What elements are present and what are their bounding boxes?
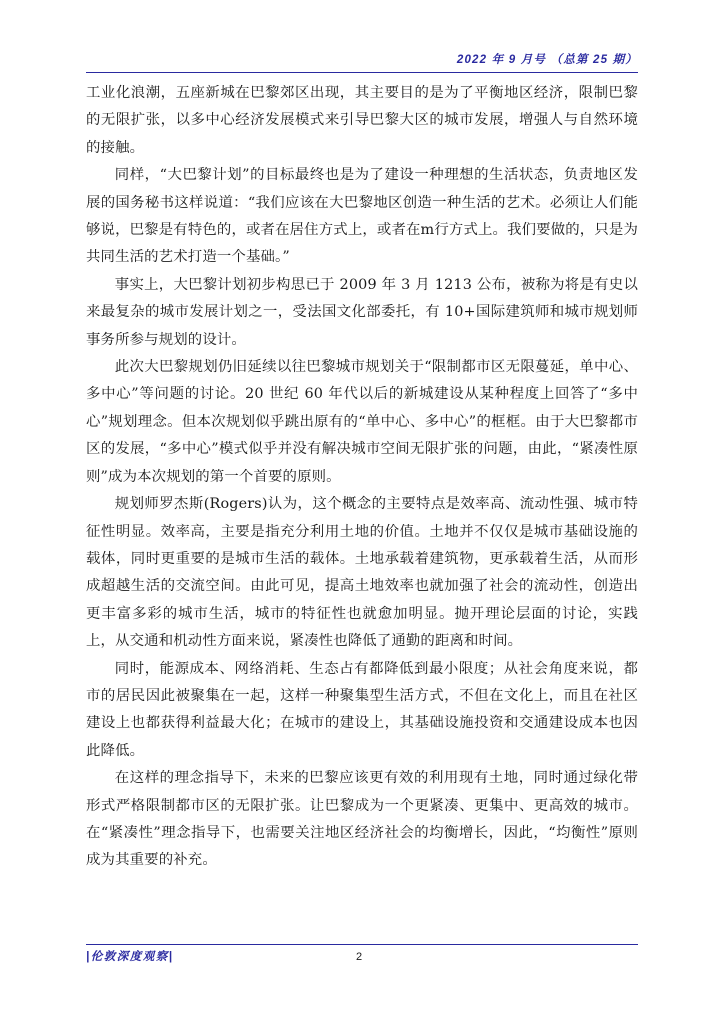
page-footer — [86, 944, 638, 973]
page-header — [86, 50, 638, 73]
paragraph-7: 在这样的理念指导下，未来的巴黎应该更有效的利用现有土地，同时通过绿化带形式严格限制都市区的无限扩张。让巴黎成为一个更紧凑、更集中、更高效的城市。在“紧凑性”理念指导下，也需要关注地区经济社会的均衡增长，因此，“均衡性”原则成为其重要的补充。 — [86, 770, 638, 869]
paragraph-3: 事实上，大巴黎计划初步构思已于 2009 年 3 月 1213 公布，被称为将是有史以来最复杂的城市发展计划之一，受法国文化部委托，有 10+国际建筑师和城市规划师事务所参与规划的设计。 — [86, 276, 638, 348]
publication-name: |伦敦深度观察| — [86, 951, 174, 963]
paragraph-1: 工业化浪潮，五座新城在巴黎郊区出现，其主要目的是为了平衡地区经济，限制巴黎的无限扩张，以多中心经济发展模式来引导巴黎大区的城市发展，增强人与自然环境的接触。 — [86, 85, 638, 156]
paragraph-2: 同样，“大巴黎计划”的目标最终也是为了建设一种理想的生活状态，负责地区发展的国务秘书这样说道：“我们应该在大巴黎地区创造一种生活的艺术。必须让人们能够说，巴黎是有特色的，或者在居住方式上，或者在m行方式上。我们要做的，只是为共同生活的艺术打造一个基础。” — [86, 167, 638, 266]
paragraph-4: 此次大巴黎规划仍旧延续以往巴黎城市规划关于“限制都市区无限蔓延，单中心、多中心”等问题的讨论。20 世纪 60 年代以后的新城建设从某种程度上回答了“多中心”规划理念。但本次规划似乎跳出原有的“单中心、多中心”的框框。由于大巴黎都市区的发展，“多中心”模式似乎并没有解决城市空间无限扩张的问题，由此，“紧凑性原则”成为本次规划的第一个首要的原则。 — [86, 359, 638, 485]
paragraph-5: 规划师罗杰斯(Rogers)认为，这个概念的主要特点是效率高、流动性强、城市特征性明显。效率高，主要是指充分利用土地的价值。土地并不仅仅是城市基础设施的载体，同时更重要的是城市生活的载体。土地承载着建筑物，更承载着生活，从而形成超越生活的交流空间。由此可见，提高土地效率也就加强了社会的流动性，创造出更丰富多彩的城市生活，城市的特征性也就愈加明显。抛开理论层面的讨论，实践上，从交通和机动性方面来说，紧凑性也降低了通勤的距离和时间。 — [86, 496, 638, 650]
page-number: 2 — [356, 951, 363, 963]
issue-label: 2022 年 9 月号 （总第 25 期） — [456, 54, 638, 66]
article-body — [86, 80, 638, 875]
paragraph-6: 同时，能源成本、网络消耗、生态占有都降低到最小限度；从社会角度来说，都市的居民因此被聚集在一起，这样一种聚集型生活方式，不但在文化上，而且在社区建设上也都获得利益最大化；在城市的建设上，其基础设施投资和交通建设成本也因此降低。 — [86, 660, 638, 759]
